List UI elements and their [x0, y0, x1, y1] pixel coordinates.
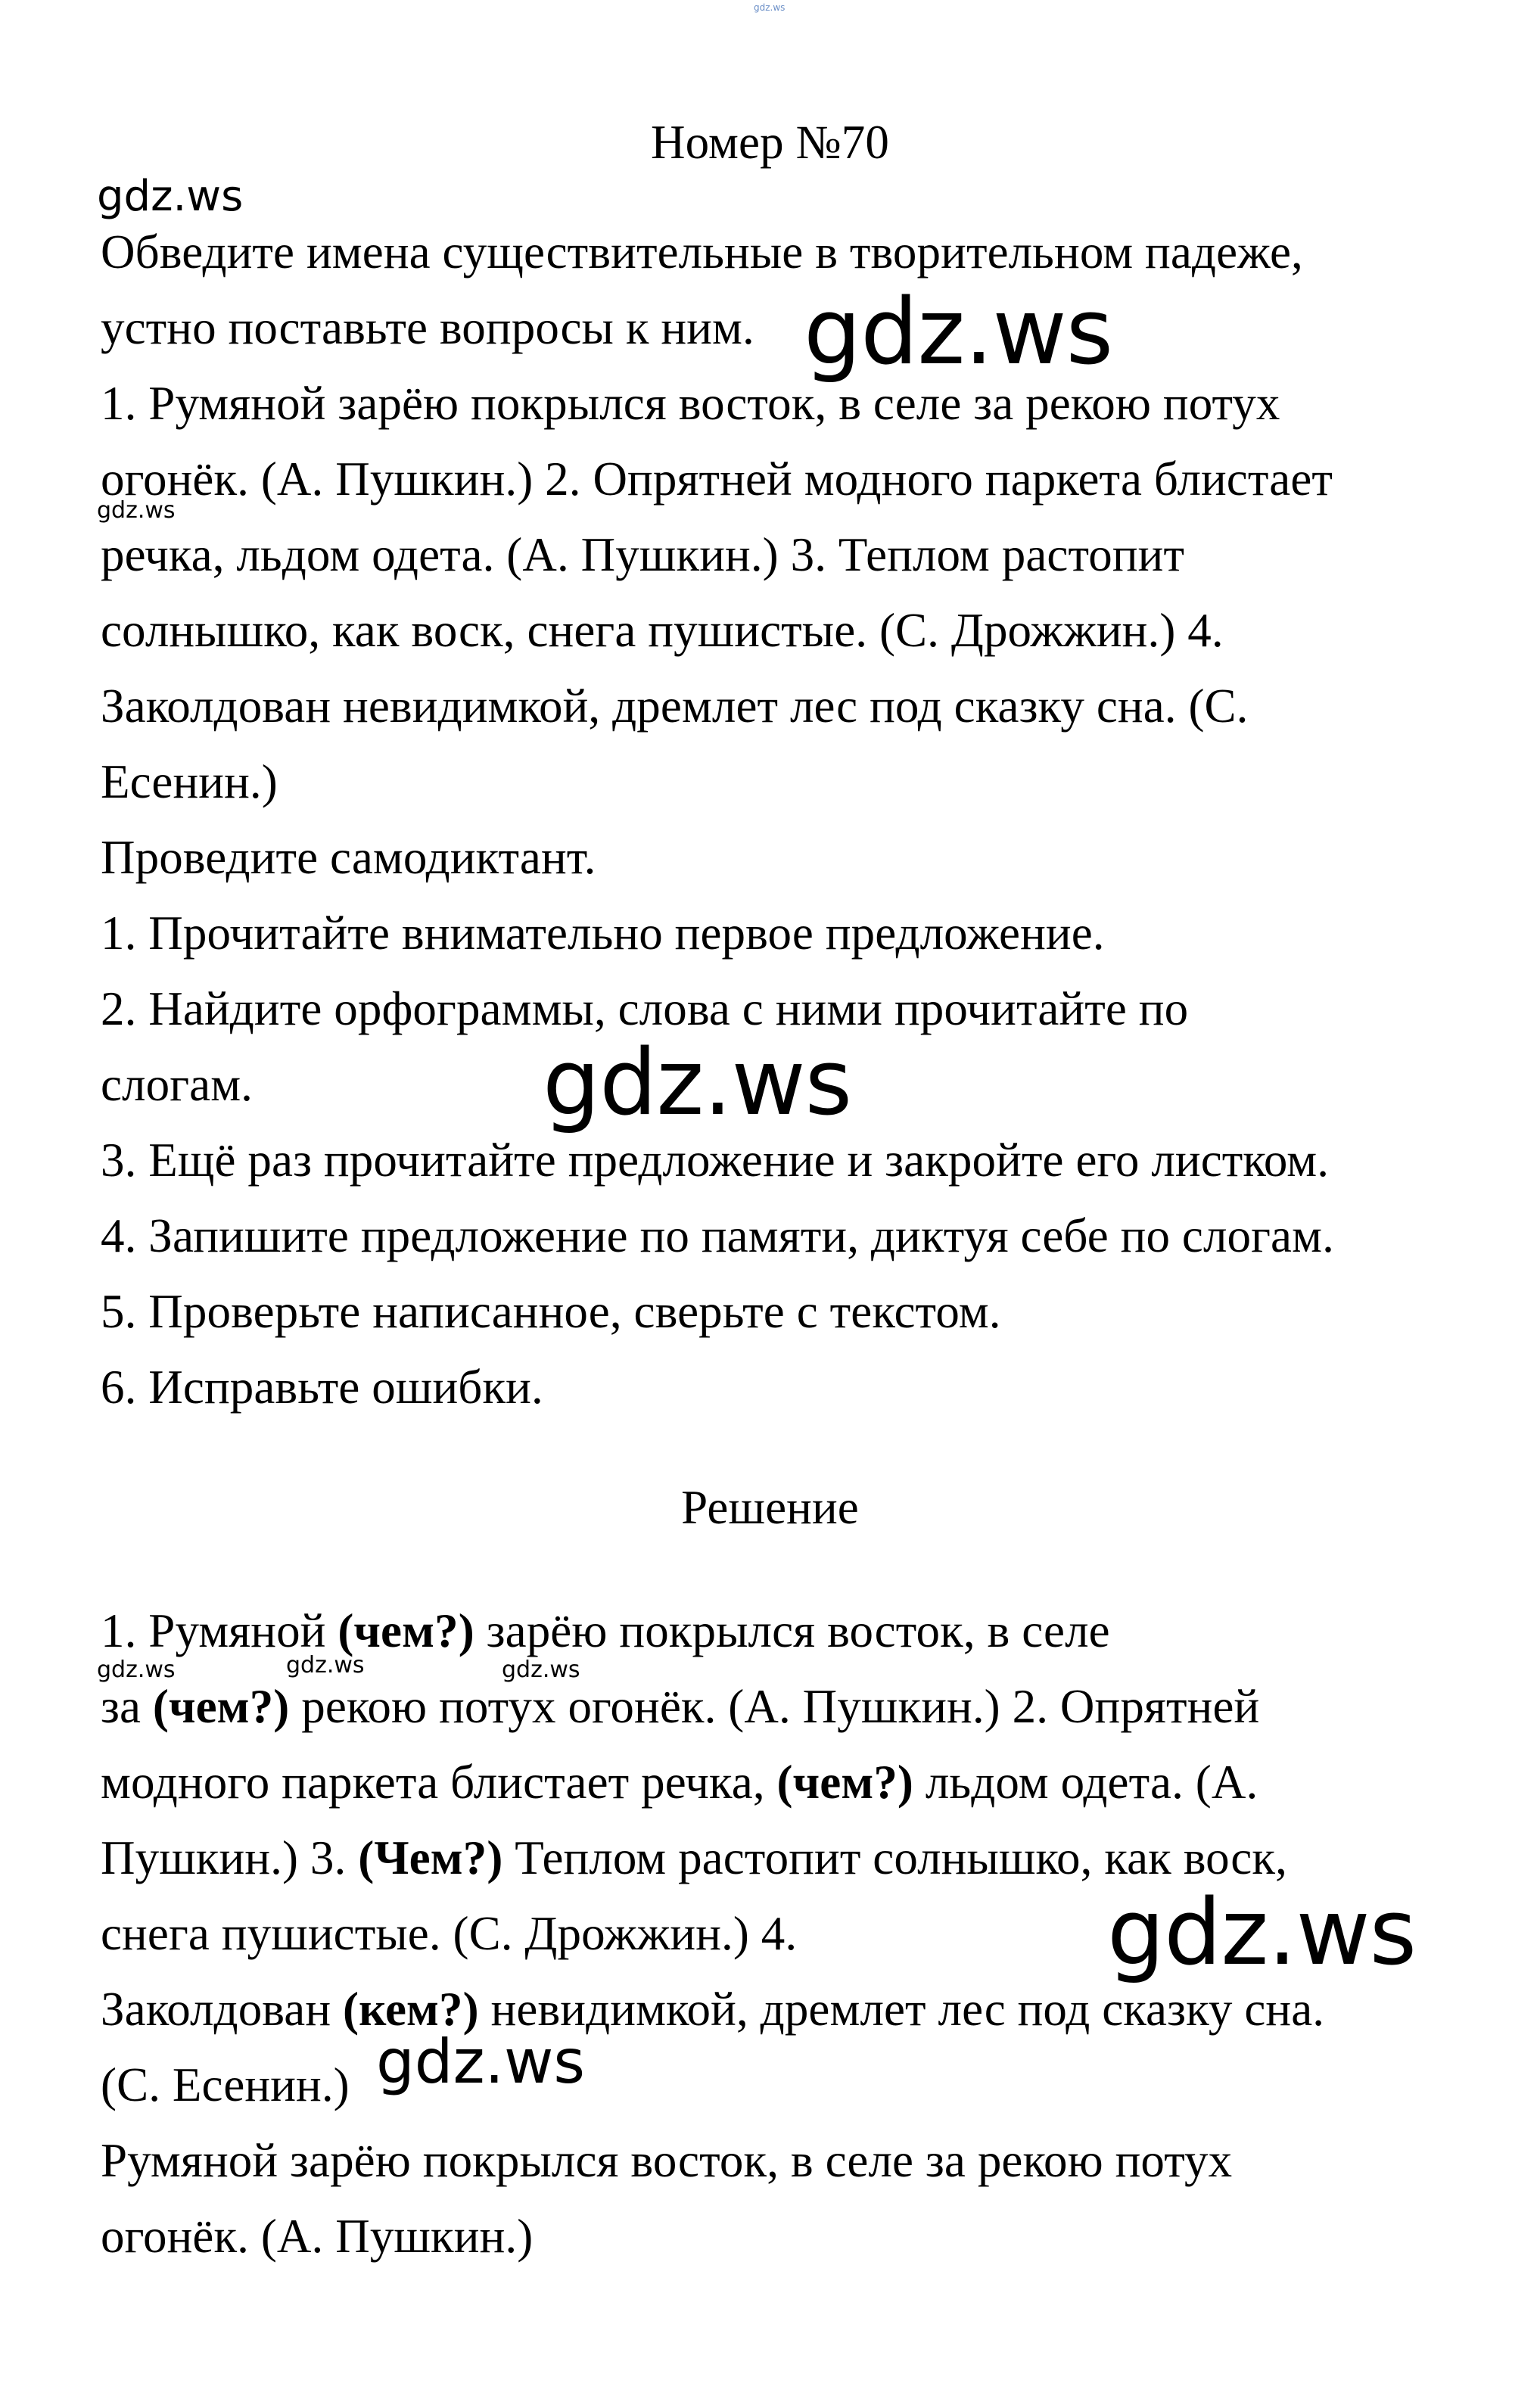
- solution-line: [101, 1831, 1287, 1884]
- text-fragment: Заколдован: [101, 1983, 344, 2036]
- task-line: 5. Проверьте написанное, сверьте с текстом.: [101, 1285, 1001, 1338]
- watermark: gdz.ws: [1107, 1881, 1417, 1986]
- text-fragment: Теплом растопит солнышко, как воск,: [502, 1831, 1287, 1884]
- watermark: gdz.ws: [543, 1031, 852, 1136]
- task-line: 1. Румяной зарёю покрылся восток, в селе за рекою потух: [101, 377, 1280, 430]
- question-marker: (чем?): [152, 1680, 290, 1733]
- task-line: огонёк. (А. Пушкин.) 2. Опрятней модного паркета блистает: [101, 453, 1333, 506]
- question-marker: (кем?): [343, 1983, 479, 2036]
- text-fragment: Румяной зарёю покрылся восток, в селе за рекою потух: [101, 2134, 1233, 2187]
- task-line: Проведите самодиктант.: [101, 831, 596, 884]
- task-line: солнышко, как воск, снега пушистые. (С. Дрожжин.) 4.: [101, 604, 1224, 657]
- watermark: gdz.ws: [804, 280, 1113, 385]
- solution-line: [101, 1907, 798, 1960]
- task-line: 3. Ещё раз прочитайте предложение и закройте его листком.: [101, 1134, 1330, 1187]
- task-line: 4. Запишите предложение по памяти, диктуя себе по слогам.: [101, 1209, 1334, 1262]
- text-fragment: невидимкой, дремлет лес под сказку сна.: [478, 1983, 1325, 2036]
- task-line: слогам.: [101, 1058, 254, 1111]
- solution-heading: Решение: [681, 1481, 859, 1534]
- text-fragment: снега пушистые. (С. Дрожжин.) 4.: [101, 1907, 798, 1960]
- task-line: Есенин.): [101, 755, 278, 808]
- watermark: gdz.ws: [97, 497, 176, 524]
- solution-line: [101, 1604, 1110, 1657]
- text-fragment: Пушкин.) 3.: [101, 1831, 359, 1884]
- watermark: gdz.ws: [97, 172, 244, 221]
- solution-line: [101, 2058, 350, 2111]
- question-marker: (чем?): [338, 1604, 474, 1657]
- text-fragment: рекою потух огонёк. (А. Пушкин.) 2. Опрятней: [289, 1680, 1260, 1733]
- text-fragment: модного паркета блистает речка,: [101, 1756, 777, 1809]
- task-line: Обведите имена существительные в творительном падеже,: [101, 226, 1303, 278]
- solution-line: [101, 1756, 1258, 1809]
- task-line: 1. Прочитайте внимательно первое предложение.: [101, 907, 1105, 960]
- text-fragment: 1. Румяной: [101, 1604, 338, 1657]
- watermark: gdz.ws: [376, 2027, 586, 2097]
- watermark-tiny: gdz.ws: [754, 2, 786, 13]
- question-marker: (Чем?): [358, 1831, 503, 1884]
- watermark: gdz.ws: [286, 1652, 365, 1679]
- solution-line: [101, 1983, 1325, 2036]
- page-title: Номер №70: [651, 116, 889, 169]
- text-fragment: зарёю покрылся восток, в селе: [474, 1604, 1110, 1657]
- question-marker: (чем?): [776, 1756, 914, 1809]
- text-fragment: льдом одета. (А.: [913, 1756, 1258, 1809]
- task-line: 2. Найдите орфограммы, слова с ними прочитайте по: [101, 982, 1189, 1035]
- watermark: gdz.ws: [502, 1657, 580, 1683]
- task-line: Заколдован невидимкой, дремлет лес под сказку сна. (С.: [101, 680, 1249, 733]
- task-line: 6. Исправьте ошибки.: [101, 1361, 543, 1414]
- solution-line: [101, 1680, 1260, 1733]
- text-fragment: (С. Есенин.): [101, 2058, 350, 2111]
- watermark: gdz.ws: [97, 1657, 176, 1683]
- solution-line: [101, 2210, 534, 2263]
- task-line: речка, льдом одета. (А. Пушкин.) 3. Теплом растопит: [101, 528, 1185, 581]
- text-fragment: за: [101, 1680, 153, 1733]
- task-line: устно поставьте вопросы к ним.: [101, 301, 754, 354]
- text-fragment: огонёк. (А. Пушкин.): [101, 2210, 534, 2263]
- solution-line: [101, 2134, 1233, 2187]
